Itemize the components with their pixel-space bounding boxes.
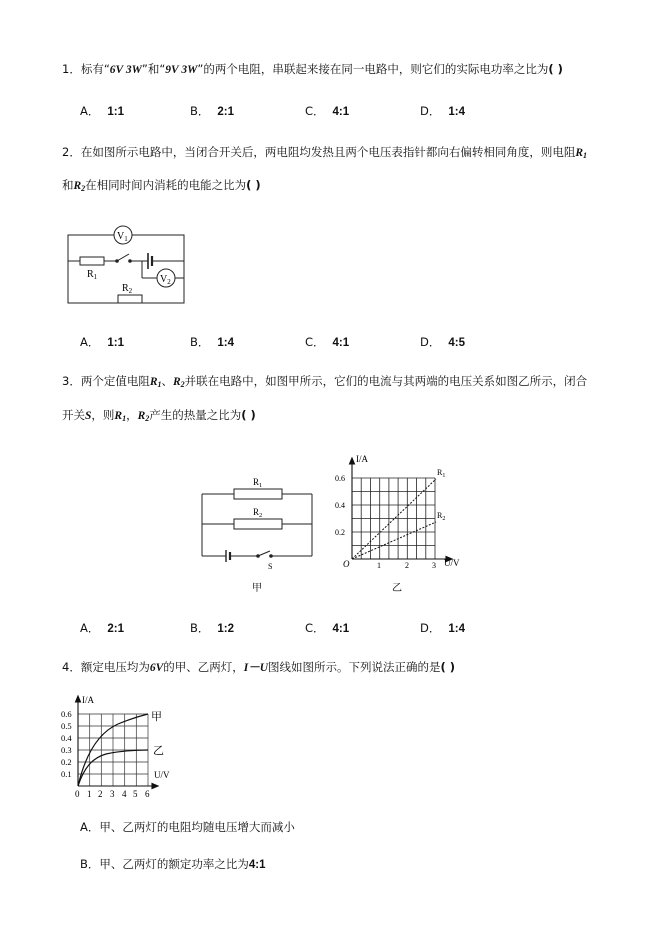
q3-r2-sub: 2 xyxy=(180,380,185,389)
r2-label: R xyxy=(122,283,129,294)
svg-text:R2 xyxy=(253,507,262,519)
q3-text-3: 开关 xyxy=(62,408,85,422)
option-value: 4:1 xyxy=(332,337,350,349)
yi-line-r1 xyxy=(352,479,436,559)
q1-rating-1: 6V 3W xyxy=(109,64,142,76)
option-label: D． xyxy=(420,335,441,349)
question-2-stem-line1 xyxy=(62,143,587,165)
yi-line2-label: R xyxy=(437,511,443,520)
q4-voltage: 6V xyxy=(149,662,164,674)
r1-sub: 1 xyxy=(93,273,98,281)
question-3-stem-line1 xyxy=(62,372,587,394)
option-value: 1:1 xyxy=(107,106,124,118)
q4-xtick: 2 xyxy=(98,789,103,799)
q3-r1b: R xyxy=(114,410,123,422)
q4-xtick: 0 xyxy=(75,789,80,799)
v2-sub: 2 xyxy=(167,278,171,286)
question-2-stem-line2 xyxy=(62,176,261,198)
yi-xtick: 1 xyxy=(377,561,381,570)
q3-text-2: 并联在电路中，如图甲所示，它们的电流与其两端的电压关系如图乙所示，闭合 xyxy=(184,374,588,388)
yi-origin: O xyxy=(343,559,350,569)
option-value: 1:2 xyxy=(217,623,235,635)
answer-paren: ( ) xyxy=(246,178,261,192)
jia-r2-label: R xyxy=(253,507,260,517)
q4-text-1: 额定电压均为 xyxy=(80,660,150,674)
q4-ytick: 0.3 xyxy=(61,745,72,755)
option-text: 甲、乙两灯的额定功率之比为 xyxy=(99,857,249,871)
option-label: D． xyxy=(420,104,441,118)
option-value: 4:5 xyxy=(448,337,465,349)
question-3-stem-line2 xyxy=(62,406,256,428)
option-value: 4:1 xyxy=(332,623,350,635)
option-value: 2:1 xyxy=(107,623,124,635)
q3-r2: R xyxy=(173,376,181,388)
svg-text:R1 xyxy=(87,269,98,281)
question-number: 4． xyxy=(62,660,81,674)
q4-xtick: 1 xyxy=(87,789,92,799)
question-number: 2． xyxy=(62,145,81,159)
yi-ylabel: I/A xyxy=(356,454,368,464)
q2-and: 和 xyxy=(62,178,74,192)
svg-text:R2 xyxy=(122,283,133,295)
v1-sub: 1 xyxy=(124,235,128,243)
answer-paren: ( ) xyxy=(440,660,456,674)
q2-option-b[interactable] xyxy=(190,334,234,350)
yi-line1-sub: 1 xyxy=(442,473,446,479)
q3-option-b[interactable] xyxy=(190,620,234,636)
option-label: C． xyxy=(305,621,325,635)
svg-text:R1 xyxy=(437,468,445,479)
jia-caption: 甲 xyxy=(252,583,262,594)
q1-option-d[interactable] xyxy=(420,103,465,119)
option-label: B． xyxy=(190,335,210,349)
q2-circuit-diagram xyxy=(66,222,190,306)
question-number: 3． xyxy=(62,374,81,388)
question-1-stem xyxy=(62,60,563,79)
q4-text-2: 的甲、乙两灯， xyxy=(163,660,244,674)
svg-text:R2 xyxy=(437,511,445,522)
q2-option-c[interactable] xyxy=(305,334,349,350)
q3-text-1: 两个定值电阻 xyxy=(80,374,150,388)
option-label: A． xyxy=(80,104,100,118)
option-value: 1:1 xyxy=(107,337,124,349)
svg-text:R1 xyxy=(253,477,262,489)
q2-r1: R xyxy=(575,147,583,159)
option-value: 1:4 xyxy=(448,106,465,118)
jia-r1-sub: 1 xyxy=(259,482,263,489)
option-label: A． xyxy=(80,335,100,349)
q4-xlabel: U/V xyxy=(154,770,170,780)
q4-label-yi: 乙 xyxy=(153,745,164,757)
question-4-stem xyxy=(62,658,455,677)
svg-text:I/A xyxy=(356,454,368,464)
q3-option-c[interactable] xyxy=(305,620,349,636)
q2-r2: R xyxy=(73,180,82,192)
q1-option-c[interactable] xyxy=(305,103,349,119)
q2-r2-sub: 2 xyxy=(81,184,86,193)
q3-figure-jia xyxy=(198,472,316,596)
q1-option-a[interactable] xyxy=(80,103,124,119)
option-value: 1:4 xyxy=(448,623,465,635)
yi-xlabel: U/V xyxy=(444,558,460,568)
q4-ytick: 0.1 xyxy=(61,769,72,779)
yi-caption: 乙 xyxy=(392,583,402,594)
answer-paren: ( ) xyxy=(548,62,563,76)
q3-text-5: 产生的热量之比为 xyxy=(149,408,242,422)
q3-switch: S xyxy=(85,410,92,422)
option-label: A． xyxy=(80,820,100,834)
yi-line2-sub: 2 xyxy=(442,516,446,522)
option-ratio: 4:1 xyxy=(248,859,266,871)
q4-xtick: 3 xyxy=(110,789,115,799)
q3-r1: R xyxy=(149,376,158,388)
q4-label-jia: 甲 xyxy=(151,711,162,723)
q1-text-1: 标有“ xyxy=(80,62,110,76)
q3-text-4: ，则 xyxy=(91,408,115,422)
q4-option-b[interactable] xyxy=(80,855,266,874)
q4-option-a[interactable] xyxy=(80,818,295,836)
q4-text-3: 图线如图所示。下列说法正确的是 xyxy=(268,660,441,674)
q4-iu: I－U xyxy=(243,662,269,674)
option-label: C． xyxy=(305,104,325,118)
q2-option-d[interactable] xyxy=(420,334,465,350)
q3-sep2: ， xyxy=(126,408,138,422)
option-value: 2:1 xyxy=(217,106,235,118)
q3-sep: 、 xyxy=(161,374,173,388)
q4-ytick: 0.5 xyxy=(61,721,72,731)
q2-option-a[interactable] xyxy=(80,334,124,350)
r1-label: R xyxy=(87,269,94,280)
q2-text-2: 在相同时间内消耗的电能之比为 xyxy=(85,178,247,192)
jia-r2-sub: 2 xyxy=(259,512,263,519)
answer-paren: ( ) xyxy=(241,408,256,422)
v2-label: V xyxy=(160,274,168,285)
q1-text-2: ”和“ xyxy=(141,62,166,76)
yi-line1-label: R xyxy=(437,468,443,477)
yi-xtick: 2 xyxy=(405,561,409,570)
q4-ytick: 0.2 xyxy=(61,757,72,767)
yi-xtick: 3 xyxy=(432,561,436,570)
option-label: B． xyxy=(80,857,100,871)
option-label: C． xyxy=(305,335,325,349)
q1-option-b[interactable] xyxy=(190,103,234,119)
q4-iu-graph xyxy=(60,692,178,802)
q3-option-d[interactable] xyxy=(420,620,465,636)
yi-line-r2 xyxy=(352,522,436,559)
jia-r1-label: R xyxy=(253,477,260,487)
q3-r1-sub: 1 xyxy=(157,380,162,389)
option-value: 4:1 xyxy=(332,106,350,118)
q1-rating-2: 9V 3W xyxy=(165,64,198,76)
q4-xtick: 6 xyxy=(145,789,150,799)
option-label: A． xyxy=(80,621,100,635)
option-value: 1:4 xyxy=(217,337,235,349)
q1-text-3: ”的两个电阻，串联起来接在同一电路中，则它们的实际电功率之比为 xyxy=(197,62,549,76)
option-text: 甲、乙两灯的电阻均随电压增大而减小 xyxy=(99,820,295,834)
q4-xtick: 5 xyxy=(133,789,138,799)
question-number: 1． xyxy=(62,62,81,76)
q4-ytick: 0.4 xyxy=(61,733,72,743)
yi-ytick: 0.6 xyxy=(335,474,345,483)
q4-ylabel: I/A xyxy=(82,695,94,705)
option-label: D． xyxy=(420,621,441,635)
option-label: B． xyxy=(190,621,210,635)
r2-sub: 2 xyxy=(128,287,133,295)
q3-r1b-sub: 1 xyxy=(122,414,127,423)
q3-figure-yi xyxy=(330,450,470,600)
yi-ytick: 0.4 xyxy=(335,501,345,510)
q3-option-a[interactable] xyxy=(80,620,124,636)
jia-switch-label: S xyxy=(268,562,273,571)
v1-label: V xyxy=(117,231,125,242)
q4-xtick: 4 xyxy=(122,789,127,799)
q2-r1-sub: 1 xyxy=(583,151,587,160)
q3-r2b-sub: 2 xyxy=(145,414,150,423)
option-label: B． xyxy=(190,104,210,118)
q3-r2b: R xyxy=(137,410,146,422)
yi-ytick: 0.2 xyxy=(335,528,345,537)
q4-ytick: 0.6 xyxy=(61,709,72,719)
q2-text-1: 在如图所示电路中，当闭合开关后，两电阻均发热且两个电压表指针都向右偏转相同角度，则电阻 xyxy=(80,145,576,159)
